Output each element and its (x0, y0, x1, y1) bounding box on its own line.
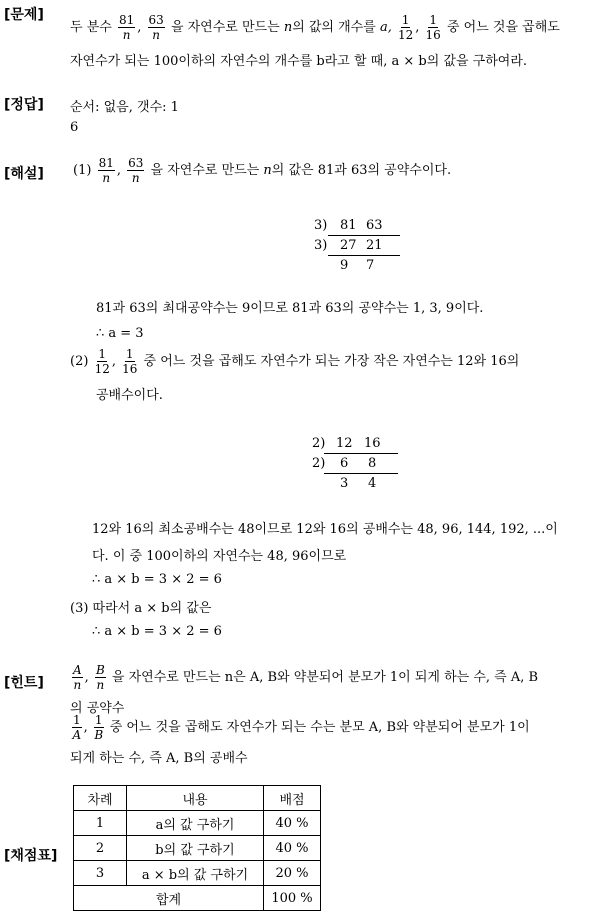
problem-line-2: 자연수가 되는 100이하의 자연수의 개수를 b라고 할 때, a × b의 값을 구하여라. (70, 54, 528, 69)
fraction-1-16: $\frac{1}{16}$ (425, 13, 441, 42)
solution-3-line-1: (3) 따라서 a × b의 값은 (70, 601, 212, 616)
solution-1-result: ∴ a = 3 (96, 326, 144, 341)
hint-line-4: 되게 하는 수, 즉 A, B의 공배수 (70, 751, 248, 766)
solution-label: [해설] (4, 166, 44, 182)
rubric-total-row: 합계 100 % (74, 886, 321, 911)
table-row: 2 b의 값 구하기 40 % (74, 836, 321, 861)
division-12-16: 2) 12 16 2) 6 8 3 4 (308, 434, 398, 493)
solution-1-line-1: (1) $\frac{81}{n}$ , $\frac{63}{n}$ 을 자연수로 만드는 n의 값은 81과 63의 공약수이다. (73, 156, 452, 185)
problem-line-1: 두 분수 $\frac{81}{n}$ , $\frac{63}{n}$ 을 자연수로 만드는 n의 값의 개수를 a, $\frac{1}{12}$ , $\frac{1}{16}$ 중 어느 것을 곱해도 (70, 13, 560, 42)
solution-3-result: ∴ a × b = 3 × 2 = 6 (92, 624, 222, 639)
answer-label: [정답] (4, 97, 44, 113)
solution-1-line-2: 81과 63의 최대공약수는 9이므로 81과 63의 공약수는 1, 3, 9이다. (96, 301, 484, 316)
rubric-header-row (74, 786, 321, 811)
solution-2-line-2: 공배수이다. (96, 388, 163, 403)
problem-label: [문제] (4, 7, 44, 23)
hint-line-2: 의 공약수 (70, 701, 125, 716)
hint-line-1: $\frac{A}{n}$ , $\frac{B}{n}$ 을 자연수로 만드는 n은 A, B와 약분되어 분모가 1이 되게 하는 수, 즉 A, B (73, 663, 539, 692)
solution-2-line-1: (2) $\frac{1}{12}$ , $\frac{1}{16}$ 중 어느 것을 곱해도 자연수가 되는 가장 작은 자연수는 12와 16의 (70, 347, 520, 376)
fraction-63-n: $\frac{63}{n}$ (148, 13, 164, 42)
rubric-header-content: 내용 (127, 786, 264, 811)
solution-2-line-4: 다. 이 중 100이하의 자연수는 48, 96이므로 (92, 549, 347, 564)
rubric-header-order: 차례 (74, 786, 127, 811)
solution-2-result: ∴ a × b = 3 × 2 = 6 (92, 572, 222, 587)
table-row: 3 a × b의 값 구하기 20 % (74, 861, 321, 886)
solution-2-line-3: 12와 16의 최소공배수는 48이므로 12와 16의 공배수는 48, 96, 144, 192, ...이 (92, 522, 558, 537)
rubric-label: [채점표] (4, 848, 58, 864)
rubric-header-points: 배점 (264, 786, 321, 811)
rubric-table (73, 785, 321, 911)
hint-label: [힌트] (4, 675, 44, 691)
answer-value: 6 (70, 120, 79, 135)
answer-line-1: 순서: 없음, 갯수: 1 (70, 100, 179, 115)
hint-line-3: $\frac{1}{A}$ , $\frac{1}{B}$ 중 어느 것을 곱해도 자연수가 되는 수는 분모 A, B와 약분되어 분모가 1이 (72, 713, 530, 742)
division-81-63: 3) 81 63 3) 27 21 9 7 (310, 216, 400, 275)
fraction-1-12: $\frac{1}{12}$ (397, 13, 414, 42)
table-row: 1 a의 값 구하기 40 % (74, 811, 321, 836)
fraction-81-n: $\frac{81}{n}$ (118, 13, 135, 42)
